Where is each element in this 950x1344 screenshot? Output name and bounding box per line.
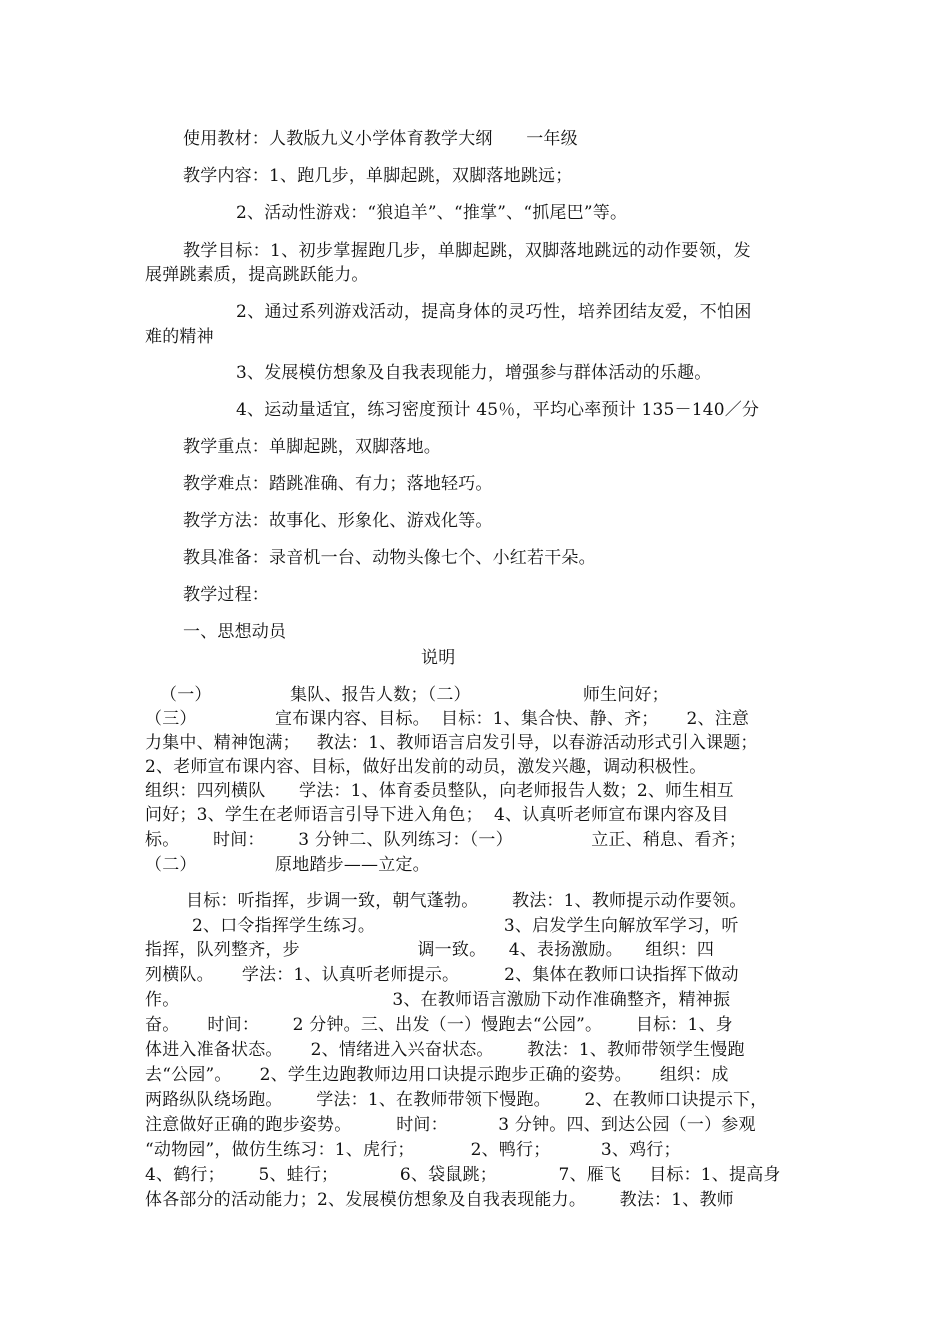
text-line: （二） 原地踏步——立定。 <box>145 855 430 875</box>
column-heading: 说明 <box>421 648 456 668</box>
text-line: 问好；3、学生在老师语言引导下进入角色； 4、认真听老师宣布课内容及目 <box>145 805 729 825</box>
text-line: 4、鹤行； 5、蛙行； 6、袋鼠跳； 7、雁飞 目标：1、提高身 <box>145 1165 781 1185</box>
text-line: 教学内容：1、跑几步，单脚起跳，双脚落地跳远； <box>183 166 573 186</box>
text-line: 指挥，队列整齐，步 调一致。 4、表扬激励。 组织：四 <box>145 940 715 960</box>
text-line: 体各部分的活动能力；2、发展模仿想象及自我表现能力。 教法：1、教师 <box>145 1190 734 1210</box>
text-line: 注意做好正确的跑步姿势。 时间： 3 分钟。四、到达公园（一）参观 <box>145 1115 756 1135</box>
text-line: 教学难点：踏跳准确、有力；落地轻巧。 <box>183 474 493 494</box>
text-line: 作。 3、在教师语言激励下动作准确整齐，精神振 <box>145 990 731 1010</box>
text-line: 力集中、精神饱满； 教法：1、教师语言启发引导，以春游活动形式引入课题； <box>145 733 758 753</box>
text-line: 4、运动量适宜，练习密度预计 45％，平均心率预计 135－140／分 <box>236 400 760 420</box>
text-line: 教学目标：1、初步掌握跑几步，单脚起跳，双脚落地跳远的动作要领，发 <box>183 241 752 261</box>
text-line: 难的精神 <box>145 327 214 347</box>
text-line: 2、活动性游戏：“狼追羊”、“推掌”、“抓尾巴”等。 <box>236 203 628 223</box>
text-line: 使用教材：人教版九义小学体育教学大纲 一年级 <box>183 129 578 149</box>
text-line: 2、老师宣布课内容、目标，做好出发前的动员，激发兴趣，调动积极性。 <box>145 757 707 777</box>
text-line: 组织：四列横队 学法：1、体育委员整队，向老师报告人数；2、师生相互 <box>145 781 734 801</box>
text-line: 标。 时间： 3 分钟二、队列练习：（一） 立正、稍息、看齐； <box>145 830 747 850</box>
text-line: “动物园”，做仿生练习：1、虎行； 2、鸭行； 3、鸡行； <box>145 1140 681 1160</box>
text-line: 列横队。 学法：1、认真听老师提示。 2、集体在教师口诀指挥下做动 <box>145 965 739 985</box>
text-line: 2、通过系列游戏活动，提高身体的灵巧性，培养团结友爱，不怕困 <box>236 302 752 322</box>
text-line: 教学过程： <box>183 585 269 605</box>
text-line: 2、口令指挥学生练习。 3、启发学生向解放军学习，听 <box>192 916 739 936</box>
text-line: 3、发展模仿想象及自我表现能力，增强参与群体活动的乐趣。 <box>236 363 712 383</box>
text-line: 两路纵队绕场跑。 学法：1、在教师带领下慢跑。 2、在教师口诀提示下， <box>145 1090 768 1110</box>
text-line: （一） 集队、报告人数；（二） 师生问好； <box>160 685 669 705</box>
text-line: 体进入准备状态。 2、情绪进入兴奋状态。 教法：1、教师带领学生慢跑 <box>145 1040 745 1060</box>
text-line: （三） 宣布课内容、目标。 目标：1、集合快、静、齐； 2、注意 <box>145 709 750 729</box>
text-line: 奋。 时间： 2 分钟。三、出发（一）慢跑去“公园”。 目标：1、身 <box>145 1015 733 1035</box>
text-line: 教学重点：单脚起跳，双脚落地。 <box>183 437 441 457</box>
text-line: 教学方法：故事化、形象化、游戏化等。 <box>183 511 493 531</box>
text-line: 去“公园”。 2、学生边跑教师边用口诀提示跑步正确的姿势。 组织：成 <box>145 1065 729 1085</box>
section-heading: 一、思想动员 <box>183 622 287 642</box>
text-line: 教具准备：录音机一台、动物头像七个、小红若干朵。 <box>183 548 596 568</box>
text-line: 展弹跳素质，提高跳跃能力。 <box>145 265 369 285</box>
text-line: 目标：听指挥，步调一致，朝气蓬勃。 教法：1、教师提示动作要领。 <box>186 891 747 911</box>
